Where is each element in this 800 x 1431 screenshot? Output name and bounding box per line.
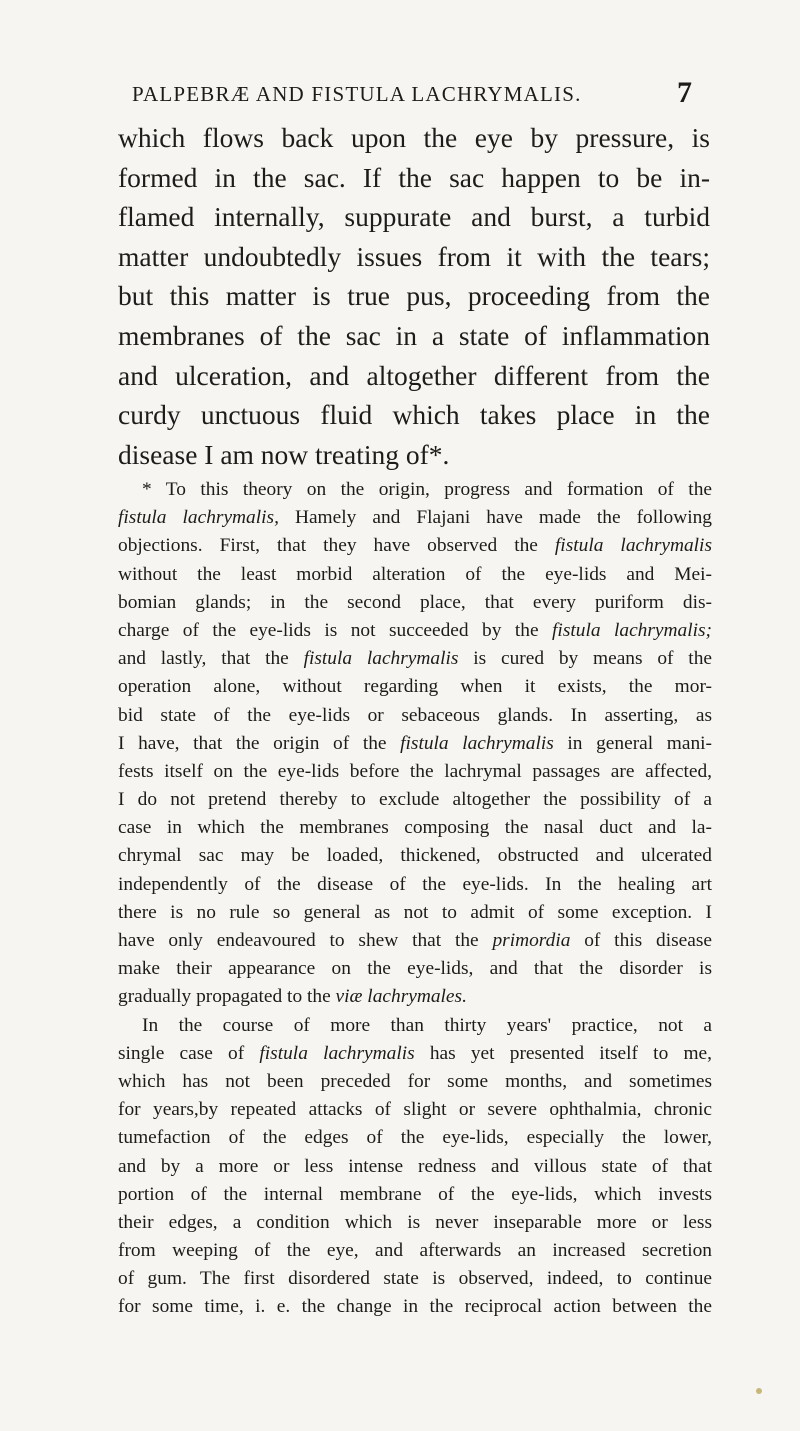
footnote-italic: fistula lachrymalis	[554, 535, 712, 557]
body-line: flamed internally, suppurate and burst, a turbid	[118, 201, 710, 233]
body-line: but this matter is true pus, proceeding from the	[118, 280, 710, 312]
footnote-line	[118, 532, 712, 560]
paper-speck	[756, 1388, 762, 1394]
footnote-line: of gum. The first disordered state is observed, indeed, to continue	[118, 1268, 712, 1290]
footnote-line: operation alone, without regarding when it exists, the mor-	[118, 676, 712, 698]
footnote-italic: fistula lachrymalis	[259, 1042, 415, 1064]
footnote-italic: primordia	[492, 930, 571, 951]
body-line: formed in the sac. If the sac happen to be in-	[118, 161, 710, 193]
footnote-line	[118, 983, 712, 1011]
footnote-line: make their appearance on the eye-lids, and that the disorder is	[118, 958, 712, 980]
footnote-text: of this disease	[570, 930, 713, 951]
footnote-line: without the least morbid alteration of the eye-lids and Mei-	[118, 563, 712, 585]
body-line: matter undoubtedly issues from it with the tears;	[118, 240, 710, 272]
main-paragraph	[118, 118, 710, 474]
page-number: 7	[677, 76, 692, 109]
footnote	[118, 476, 712, 1322]
footnote-text: I have, that the origin of the	[118, 732, 401, 754]
footnote-line: bomian glands; in the second place, that every puriform dis-	[118, 591, 712, 613]
footnote-italic: fistula lachrymalis	[400, 732, 554, 754]
footnote-line: for years,by repeated attacks of slight or severe ophthalmia, chronic	[118, 1099, 712, 1121]
footnote-text: is cured by means of the	[458, 648, 712, 670]
footnote-line: * To this theory on the origin, progress and formation of the	[142, 479, 712, 500]
footnote-line: for some time, i. e. the change in the reciprocal action between the	[118, 1296, 712, 1318]
footnote-line: and by a more or less intense redness and villous state of that	[118, 1155, 712, 1177]
footnote-text: charge of the eye-lids is not succeeded by the	[118, 619, 553, 641]
footnote-line: In the course of more than thirty years' practice, not a	[142, 1014, 712, 1036]
footnote-line: their edges, a condition which is never inseparable more or less	[118, 1211, 712, 1233]
footnote-line	[118, 730, 712, 758]
footnote-line: I do not pretend thereby to exclude altogether the possibility of a	[118, 789, 712, 811]
footnote-line	[118, 504, 712, 532]
body-line: disease I am now treating of*.	[118, 438, 450, 470]
footnote-text: Hamely and Flajani have made the following	[278, 507, 712, 529]
footnote-italic: fistula lachrymalis,	[118, 507, 279, 529]
footnote-text: and lastly, that the	[118, 648, 304, 670]
footnote-line: case in which the membranes composing the nasal duct and la-	[118, 817, 712, 839]
footnote-text: gradually propagated to the	[118, 986, 336, 1008]
body-line: curdy unctuous fluid which takes place in the	[118, 399, 710, 431]
body-line: and ulceration, and altogether different from the	[118, 359, 710, 391]
footnote-text: single case of	[118, 1042, 260, 1064]
footnote-line	[118, 1040, 712, 1068]
footnote-text: in general mani-	[553, 732, 712, 754]
body-line: which flows back upon the eye by pressure, is	[118, 122, 710, 153]
footnote-italic: viæ lachrymales.	[335, 986, 467, 1008]
footnote-line: independently of the disease of the eye-lids. In the healing art	[118, 873, 712, 895]
footnote-line: tumefaction of the edges of the eye-lids, especially the lower,	[118, 1127, 712, 1149]
running-title: PALPEBRÆ AND FISTULA LACHRYMALIS.	[132, 82, 582, 106]
footnote-line: chrymal sac may be loaded, thickened, obstructed and ulcerated	[118, 845, 712, 867]
footnote-italic: fistula lachrymalis;	[552, 619, 712, 641]
footnote-line: from weeping of the eye, and afterwards an increased secretion	[118, 1240, 712, 1262]
footnote-text: has yet presented itself to me,	[414, 1042, 712, 1064]
footnote-text: have only endeavoured to shew that the	[118, 930, 493, 951]
footnote-line: portion of the internal membrane of the eye-lids, which invests	[118, 1183, 712, 1205]
footnote-line	[118, 617, 712, 645]
body-line: membranes of the sac in a state of inflammation	[118, 319, 710, 351]
footnote-text: objections. First, that they have observed the	[118, 535, 555, 557]
footnote-line: there is no rule so general as not to admit of some exception. I	[118, 901, 712, 923]
footnote-italic: fistula lachrymalis	[303, 648, 459, 670]
footnote-line: which has not been preceded for some months, and sometimes	[118, 1070, 712, 1092]
footnote-line	[118, 927, 712, 955]
footnote-line	[118, 645, 712, 673]
running-head	[132, 76, 692, 112]
footnote-line: fests itself on the eye-lids before the lachrymal passages are affected,	[118, 760, 712, 782]
footnote-line: bid state of the eye-lids or sebaceous glands. In asserting, as	[118, 704, 712, 726]
